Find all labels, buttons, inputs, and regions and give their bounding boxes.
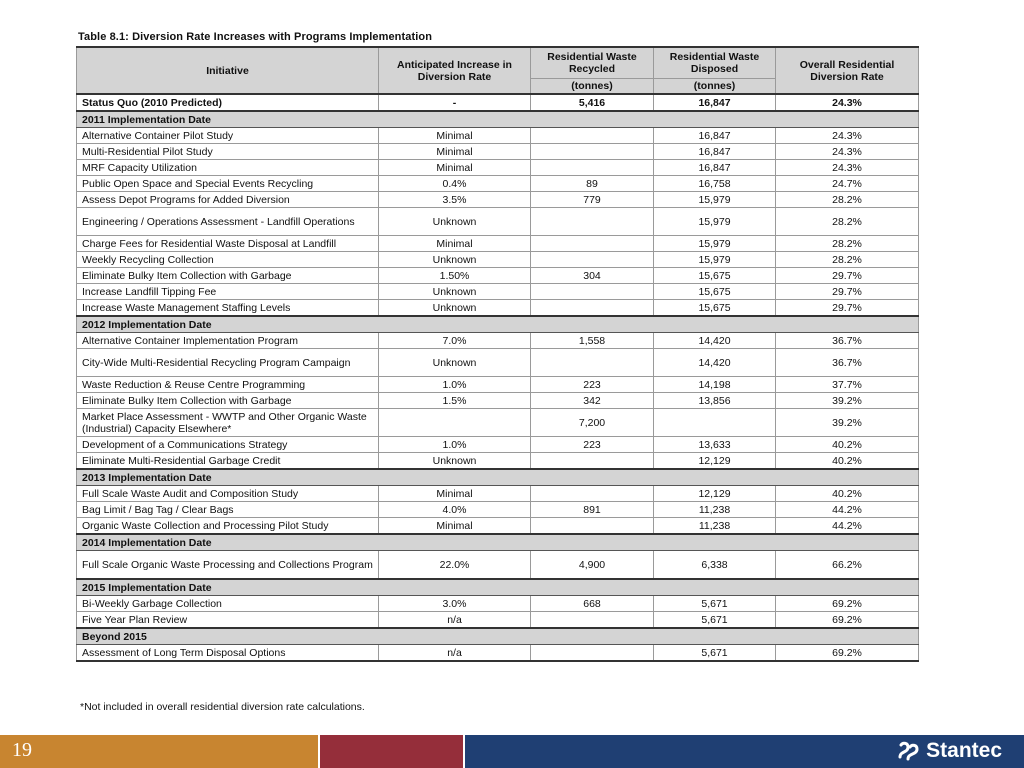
cell-overall: 39.2% [776,393,919,409]
cell-disposed: 13,633 [654,437,776,453]
cell-recycled: 1,558 [531,333,654,349]
cell-initiative: Market Place Assessment - WWTP and Other Organic Waste (Industrial) Capacity Elsewhere* [77,409,379,437]
table-row [77,252,919,268]
cell-recycled [531,128,654,144]
cell-overall: 29.7% [776,268,919,284]
stantec-logo [896,739,1002,763]
cell-overall: 29.7% [776,284,919,300]
cell-initiative: Assess Depot Programs for Added Diversion [77,192,379,208]
cell-overall: 39.2% [776,409,919,437]
header-waste-disposed: Residential Waste Disposed [654,47,776,79]
cell-disposed: 15,979 [654,192,776,208]
cell-initiative: Eliminate Bulky Item Collection with Garbage [77,268,379,284]
cell-initiative: Bi-Weekly Garbage Collection [77,596,379,612]
cell-recycled: 223 [531,437,654,453]
table-body [77,94,919,661]
cell-overall: 36.7% [776,333,919,349]
cell-anticipated: n/a [379,645,531,662]
cell-disposed: 11,238 [654,502,776,518]
cell-overall: 36.7% [776,349,919,377]
header-disposed-unit: (tonnes) [654,79,776,95]
cell-recycled: 5,416 [531,94,654,111]
table-row [77,300,919,317]
cell-anticipated: Unknown [379,349,531,377]
table-row [77,284,919,300]
cell-overall: 69.2% [776,645,919,662]
section-title: 2011 Implementation Date [77,111,919,128]
cell-recycled: 779 [531,192,654,208]
cell-disposed: 16,847 [654,144,776,160]
cell-recycled [531,612,654,629]
section-title: Beyond 2015 [77,628,919,645]
cell-anticipated [379,409,531,437]
cell-anticipated: n/a [379,612,531,629]
cell-initiative: City-Wide Multi-Residential Recycling Program Campaign [77,349,379,377]
cell-overall: 40.2% [776,437,919,453]
table-row [77,596,919,612]
cell-initiative: Organic Waste Collection and Processing Pilot Study [77,518,379,535]
cell-anticipated: Minimal [379,486,531,502]
cell-anticipated: Unknown [379,208,531,236]
cell-recycled [531,252,654,268]
cell-recycled: 89 [531,176,654,192]
table-row [77,645,919,662]
cell-initiative: Engineering / Operations Assessment - Landfill Operations [77,208,379,236]
cell-disposed [654,409,776,437]
stantec-logo-icon [896,740,922,762]
table-row [77,502,919,518]
footer-orange-segment [0,735,318,768]
cell-disposed: 5,671 [654,596,776,612]
cell-recycled [531,236,654,252]
section-header-row [77,316,919,333]
cell-recycled: 891 [531,502,654,518]
cell-recycled: 342 [531,393,654,409]
section-header-row [77,579,919,596]
cell-overall: 69.2% [776,596,919,612]
cell-anticipated: Unknown [379,300,531,317]
cell-recycled: 304 [531,268,654,284]
section-header-row [77,469,919,486]
cell-initiative: Full Scale Waste Audit and Composition Study [77,486,379,502]
cell-disposed: 12,129 [654,453,776,470]
header-initiative: Initiative [77,47,379,94]
cell-initiative: Assessment of Long Term Disposal Options [77,645,379,662]
cell-disposed: 5,671 [654,645,776,662]
cell-anticipated: 22.0% [379,551,531,580]
cell-disposed: 11,238 [654,518,776,535]
footer-bar [0,735,1024,768]
cell-recycled [531,300,654,317]
cell-disposed: 15,675 [654,300,776,317]
table-row [77,333,919,349]
cell-initiative: Weekly Recycling Collection [77,252,379,268]
cell-disposed: 15,979 [654,236,776,252]
cell-initiative: Eliminate Bulky Item Collection with Garbage [77,393,379,409]
cell-overall: 24.7% [776,176,919,192]
cell-recycled [531,453,654,470]
cell-anticipated: 0.4% [379,176,531,192]
cell-initiative: Bag Limit / Bag Tag / Clear Bags [77,502,379,518]
cell-initiative: Development of a Communications Strategy [77,437,379,453]
cell-anticipated: 1.50% [379,268,531,284]
table-row [77,236,919,252]
cell-disposed: 15,675 [654,268,776,284]
cell-disposed: 16,758 [654,176,776,192]
cell-recycled [531,518,654,535]
cell-overall: 24.3% [776,94,919,111]
cell-disposed: 15,675 [654,284,776,300]
cell-recycled: 7,200 [531,409,654,437]
cell-anticipated: Minimal [379,518,531,535]
cell-disposed: 14,420 [654,349,776,377]
section-title: 2013 Implementation Date [77,469,919,486]
cell-overall: 24.3% [776,128,919,144]
table-row [77,486,919,502]
cell-disposed: 15,979 [654,208,776,236]
cell-initiative: Status Quo (2010 Predicted) [77,94,379,111]
diversion-rate-table [76,46,919,662]
cell-initiative: Public Open Space and Special Events Recycling [77,176,379,192]
cell-initiative: Increase Waste Management Staffing Levels [77,300,379,317]
table-row [77,437,919,453]
cell-overall: 66.2% [776,551,919,580]
cell-overall: 40.2% [776,453,919,470]
section-title: 2015 Implementation Date [77,579,919,596]
header-anticipated-increase: Anticipated Increase in Diversion Rate [379,47,531,94]
cell-recycled [531,144,654,160]
cell-initiative: Five Year Plan Review [77,612,379,629]
table-row [77,377,919,393]
table-row [77,453,919,470]
cell-disposed: 16,847 [654,160,776,176]
cell-overall: 44.2% [776,518,919,535]
cell-initiative: Multi-Residential Pilot Study [77,144,379,160]
cell-initiative: Waste Reduction & Reuse Centre Programming [77,377,379,393]
section-title: 2012 Implementation Date [77,316,919,333]
cell-anticipated: Unknown [379,284,531,300]
cell-anticipated: Unknown [379,453,531,470]
table-row [77,160,919,176]
cell-initiative: Alternative Container Implementation Program [77,333,379,349]
cell-recycled [531,160,654,176]
cell-initiative: MRF Capacity Utilization [77,160,379,176]
stantec-logo-text: Stantec [926,739,1002,762]
cell-disposed: 12,129 [654,486,776,502]
cell-overall: 44.2% [776,502,919,518]
cell-disposed: 14,198 [654,377,776,393]
cell-initiative: Increase Landfill Tipping Fee [77,284,379,300]
section-header-row [77,111,919,128]
cell-overall: 37.7% [776,377,919,393]
cell-recycled [531,645,654,662]
cell-overall: 40.2% [776,486,919,502]
cell-initiative: Charge Fees for Residential Waste Disposal at Landfill [77,236,379,252]
table-row [77,518,919,535]
table-row [77,144,919,160]
cell-disposed: 5,671 [654,612,776,629]
cell-disposed: 6,338 [654,551,776,580]
cell-anticipated: 1.0% [379,437,531,453]
cell-recycled [531,486,654,502]
section-title: 2014 Implementation Date [77,534,919,551]
cell-overall: 28.2% [776,252,919,268]
cell-overall: 28.2% [776,208,919,236]
header-waste-recycled: Residential Waste Recycled [531,47,654,79]
footnote: *Not included in overall residential diversion rate calculations. [80,701,365,713]
status-quo-row [77,94,919,111]
cell-anticipated: 7.0% [379,333,531,349]
cell-anticipated: 3.5% [379,192,531,208]
cell-anticipated: - [379,94,531,111]
cell-initiative: Eliminate Multi-Residential Garbage Credit [77,453,379,470]
cell-recycled: 223 [531,377,654,393]
header-overall-diversion-rate: Overall Residential Diversion Rate [776,47,919,94]
table-row [77,192,919,208]
cell-anticipated: 3.0% [379,596,531,612]
table-row [77,208,919,236]
cell-disposed: 16,847 [654,128,776,144]
cell-initiative: Full Scale Organic Waste Processing and Collections Program [77,551,379,580]
cell-recycled [531,349,654,377]
cell-disposed: 13,856 [654,393,776,409]
cell-disposed: 15,979 [654,252,776,268]
cell-anticipated: Minimal [379,160,531,176]
cell-recycled: 4,900 [531,551,654,580]
table-row [77,409,919,437]
header-recycled-unit: (tonnes) [531,79,654,95]
cell-disposed: 14,420 [654,333,776,349]
cell-initiative: Alternative Container Pilot Study [77,128,379,144]
section-header-row [77,628,919,645]
cell-recycled [531,284,654,300]
cell-recycled [531,208,654,236]
footer-blue-segment [465,735,1024,768]
cell-anticipated: 4.0% [379,502,531,518]
cell-overall: 24.3% [776,160,919,176]
cell-anticipated: Minimal [379,144,531,160]
page-number: 19 [12,739,32,761]
table-row [77,176,919,192]
cell-anticipated: Unknown [379,252,531,268]
cell-anticipated: 1.0% [379,377,531,393]
cell-disposed: 16,847 [654,94,776,111]
cell-overall: 69.2% [776,612,919,629]
table-row [77,349,919,377]
table-caption: Table 8.1: Diversion Rate Increases with Programs Implementation [78,31,433,43]
cell-recycled: 668 [531,596,654,612]
footer-red-segment [320,735,463,768]
table-row [77,128,919,144]
cell-overall: 29.7% [776,300,919,317]
cell-anticipated: Minimal [379,128,531,144]
cell-overall: 28.2% [776,192,919,208]
cell-anticipated: 1.5% [379,393,531,409]
table-row [77,551,919,580]
table-row [77,268,919,284]
section-header-row [77,534,919,551]
table-row [77,612,919,629]
cell-anticipated: Minimal [379,236,531,252]
table-row [77,393,919,409]
cell-overall: 28.2% [776,236,919,252]
cell-overall: 24.3% [776,144,919,160]
